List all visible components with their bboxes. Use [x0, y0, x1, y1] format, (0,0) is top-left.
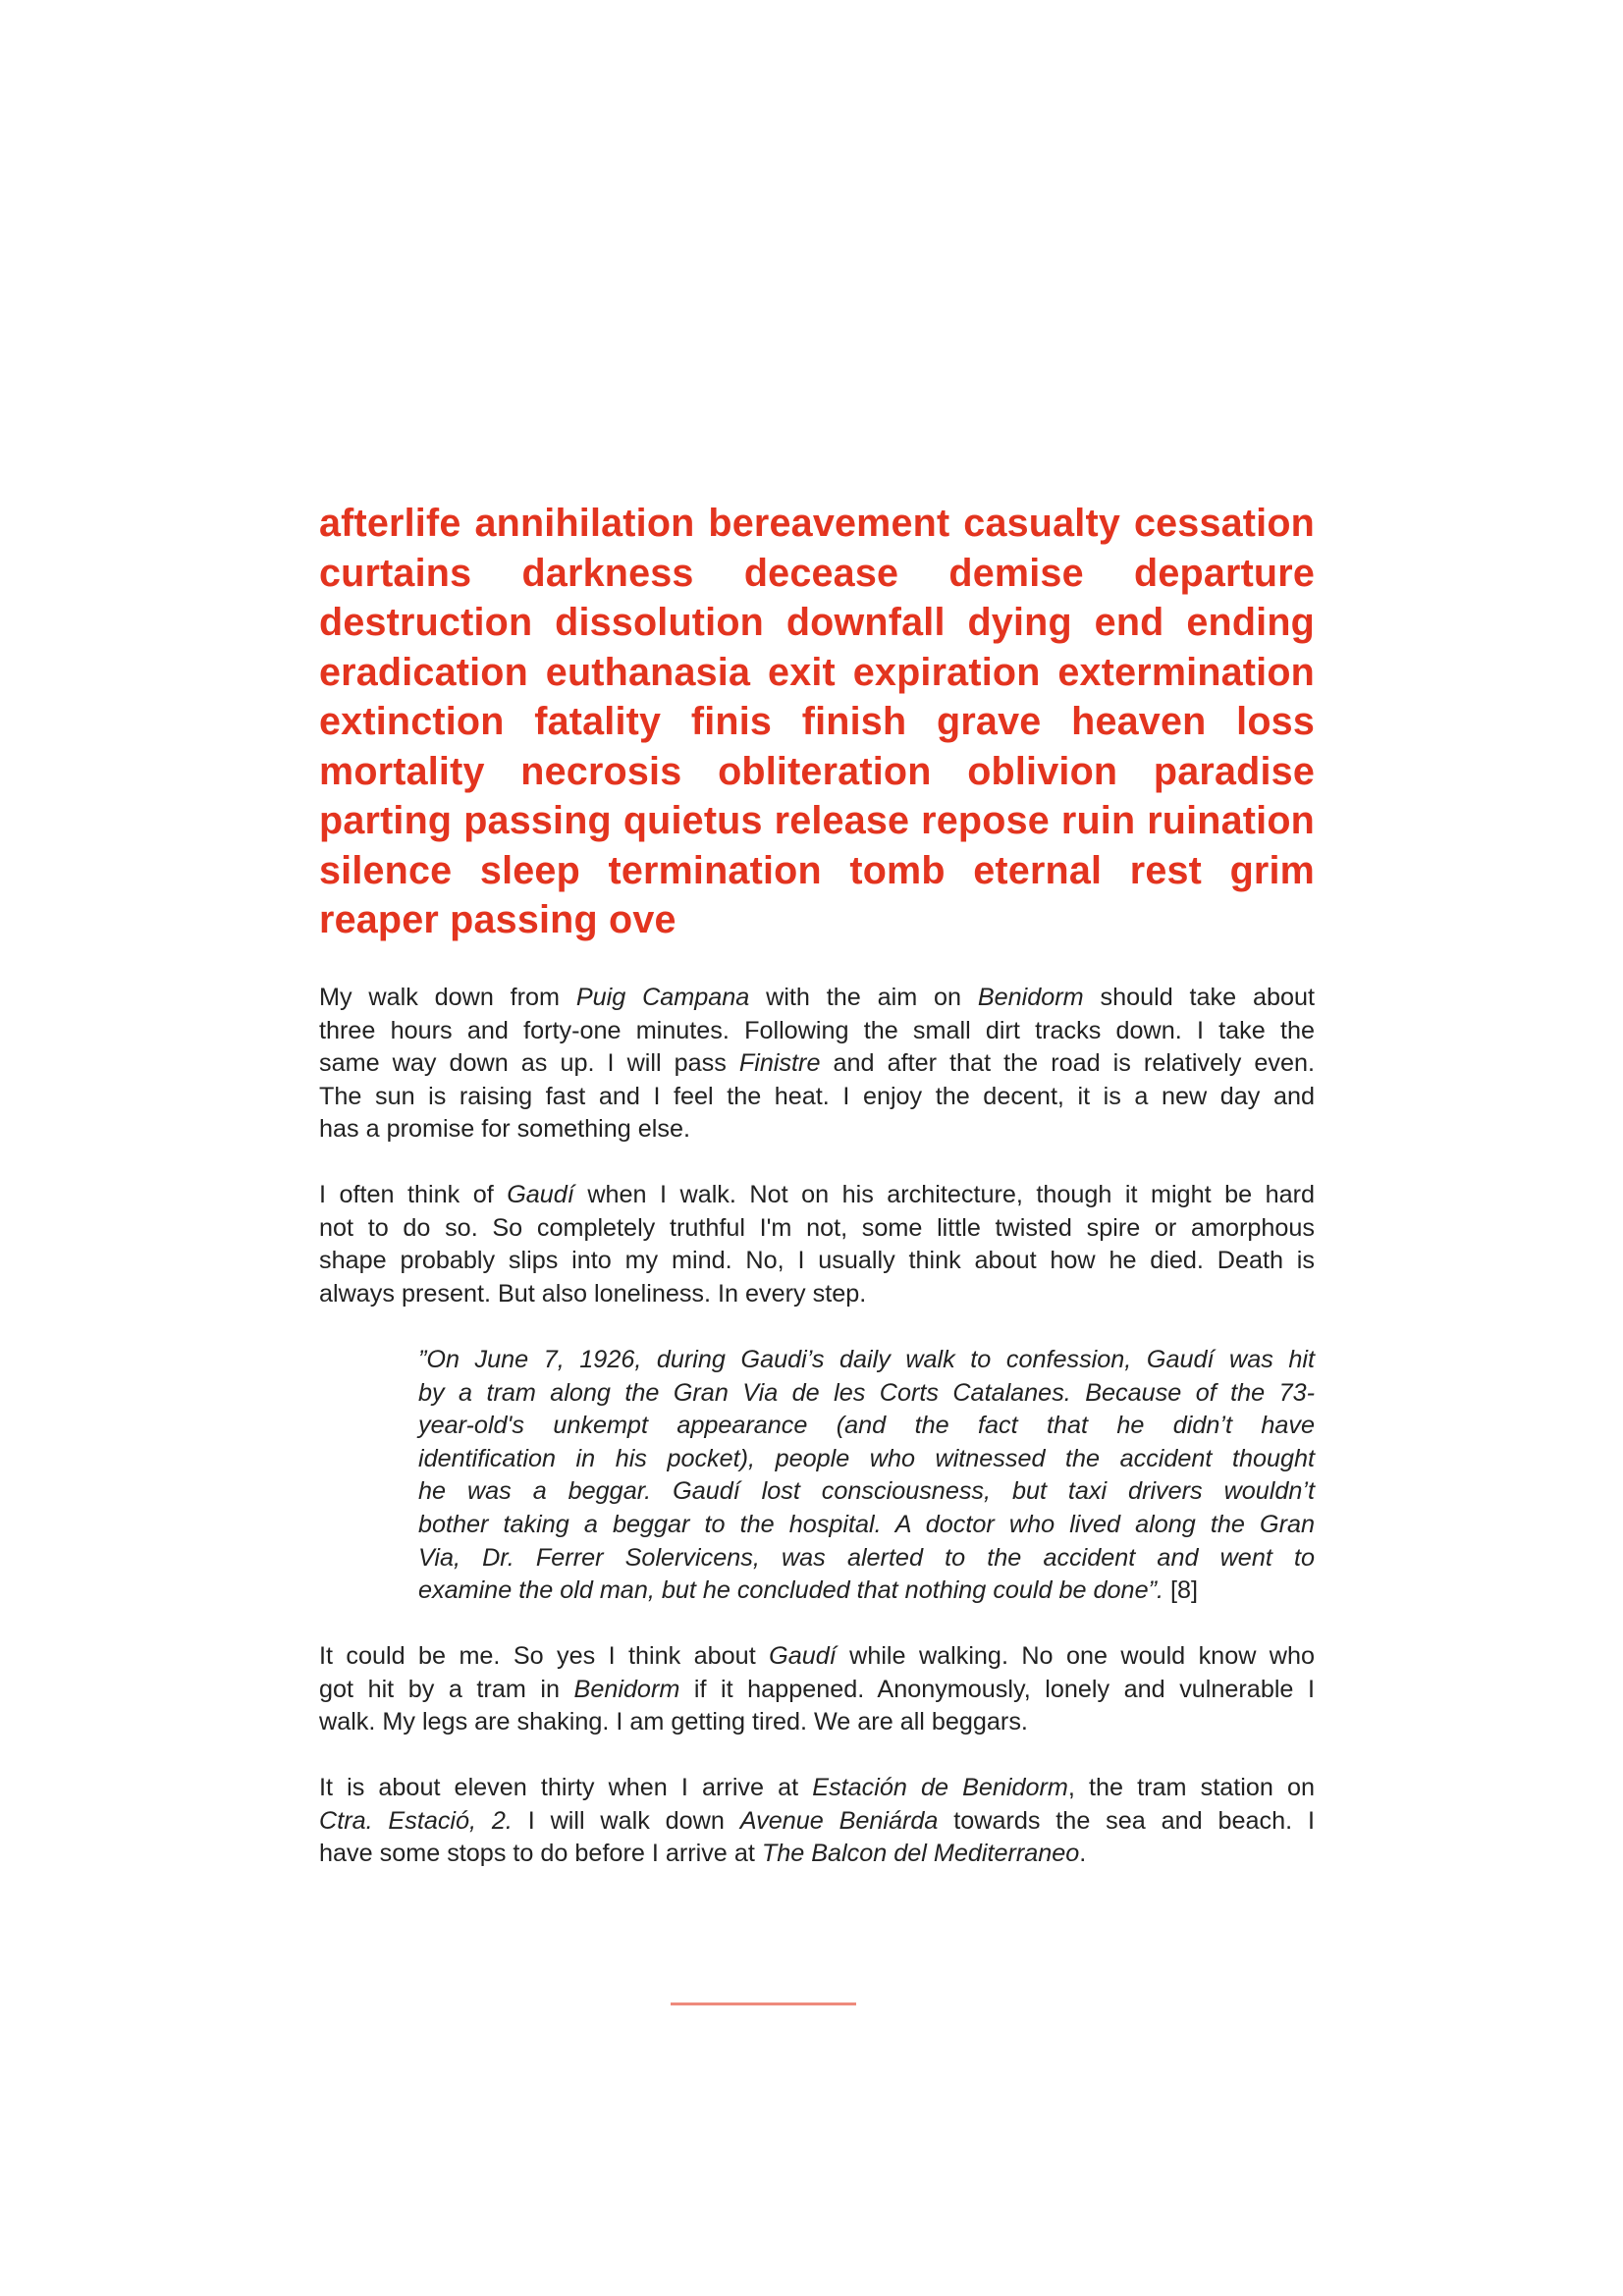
place-name: Benidorm — [573, 1675, 680, 1703]
text-line: walk. My legs are shaking. I am getting tired. We are all beggars. — [319, 1708, 1028, 1736]
text-line: three hours and forty-one minutes. Following the small dirt tracks down. I take the — [319, 1016, 1315, 1044]
footer-divider — [671, 2002, 856, 2005]
quote-line: bother taking a beggar to the hospital. A doctor who lived along the Gran — [418, 1510, 1315, 1538]
paragraph-walk-down — [319, 982, 1315, 1147]
place-name: Finistre — [738, 1049, 821, 1078]
quote-line: identification in his pocket), people who witnessed the accident thought — [418, 1444, 1315, 1472]
quote-line: by a tram along the Gran Via de les Corts Catalanes. Because of the 73- — [418, 1378, 1315, 1407]
heading-line: afterlife annihilation bereavement casualty cessation — [319, 502, 1315, 545]
heading-line: destruction dissolution downfall dying end ending — [319, 601, 1315, 644]
heading-line: silence sleep termination tomb eternal rest grim — [319, 848, 1315, 892]
paragraph-gaudi-thoughts — [319, 1179, 1315, 1310]
text-line: It could be me. So yes I think about Gaudí while walking. No one would know who — [319, 1642, 1316, 1670]
citation-reference: [8] — [1163, 1576, 1198, 1605]
text-line: The sun is raising fast and I feel the heat. I enjoy the decent, it is a new day and — [319, 1082, 1315, 1110]
text-line: shape probably slips into my mind. No, I usually think about how he died. Death is — [319, 1247, 1315, 1275]
heading-line: reaper passing ove — [319, 898, 676, 941]
block-quote-gaudi-death — [418, 1344, 1315, 1608]
text-line: not to do so. So completely truthful I'm not, some little twisted spire or amorphous — [319, 1213, 1315, 1242]
person-name: Gaudí — [507, 1181, 574, 1208]
place-name: Estación de Benidorm — [812, 1774, 1068, 1801]
place-name: Benidorm — [977, 984, 1084, 1011]
text-line: Ctra. Estació, 2. I will walk down Avenue Beniárda towards the sea and beach. I — [319, 1806, 1315, 1835]
quote-line: examine the old man, but he concluded that nothing could be done”. [8] — [418, 1576, 1198, 1605]
text-line: I often think of Gaudí when I walk. Not on his architecture, though it might be hard — [319, 1181, 1315, 1208]
quote-line: ”On June 7, 1926, during Gaudi’s daily walk to confession, Gaudí was hit — [418, 1346, 1315, 1373]
quote-line: he was a beggar. Gaudí lost consciousness, but taxi drivers wouldn’t — [418, 1477, 1315, 1506]
heading-line: extinction fatality finis finish grave heaven loss — [319, 700, 1315, 743]
quote-line: Via, Dr. Ferrer Solervicens, was alerted to the accident and went to — [418, 1543, 1315, 1572]
text-line: My walk down from Puig Campana with the aim on Benidorm should take about — [319, 984, 1315, 1011]
text-line: always present. But also loneliness. In every step. — [319, 1279, 867, 1308]
paragraph-arrival — [319, 1772, 1315, 1871]
address: Ctra. Estació, 2. — [319, 1806, 513, 1835]
text-line: same way down as up. I will pass Finistre and after that the road is relatively even. — [319, 1049, 1315, 1078]
paragraph-could-be-me — [319, 1640, 1315, 1739]
person-name: Gaudí — [769, 1642, 837, 1670]
heading-line: parting passing quietus release repose ruin ruination — [319, 799, 1315, 842]
place-name: The Balcon del Mediterraneo — [761, 1840, 1080, 1868]
text-line: has a promise for something else. — [319, 1115, 690, 1144]
heading-line: eradication euthanasia exit expiration extermination — [319, 650, 1315, 694]
heading-line: mortality necrosis obliteration oblivion paradise — [319, 749, 1315, 793]
heading-line: curtains darkness decease demise departure — [319, 551, 1315, 595]
place-name: Puig Campana — [575, 984, 750, 1011]
street-name: Avenue Beniárda — [739, 1806, 939, 1835]
death-synonyms-heading — [319, 499, 1315, 945]
text-line: have some stops to do before I arrive at The Balcon del Mediterraneo. — [319, 1840, 1087, 1868]
quote-line: year-old's unkempt appearance (and the fact that he didn’t have — [418, 1412, 1315, 1440]
text-line: It is about eleven thirty when I arrive at Estación de Benidorm, the tram station on — [319, 1774, 1315, 1801]
text-line: got hit by a tram in Benidorm if it happened. Anonymously, lonely and vulnerable I — [319, 1675, 1315, 1703]
